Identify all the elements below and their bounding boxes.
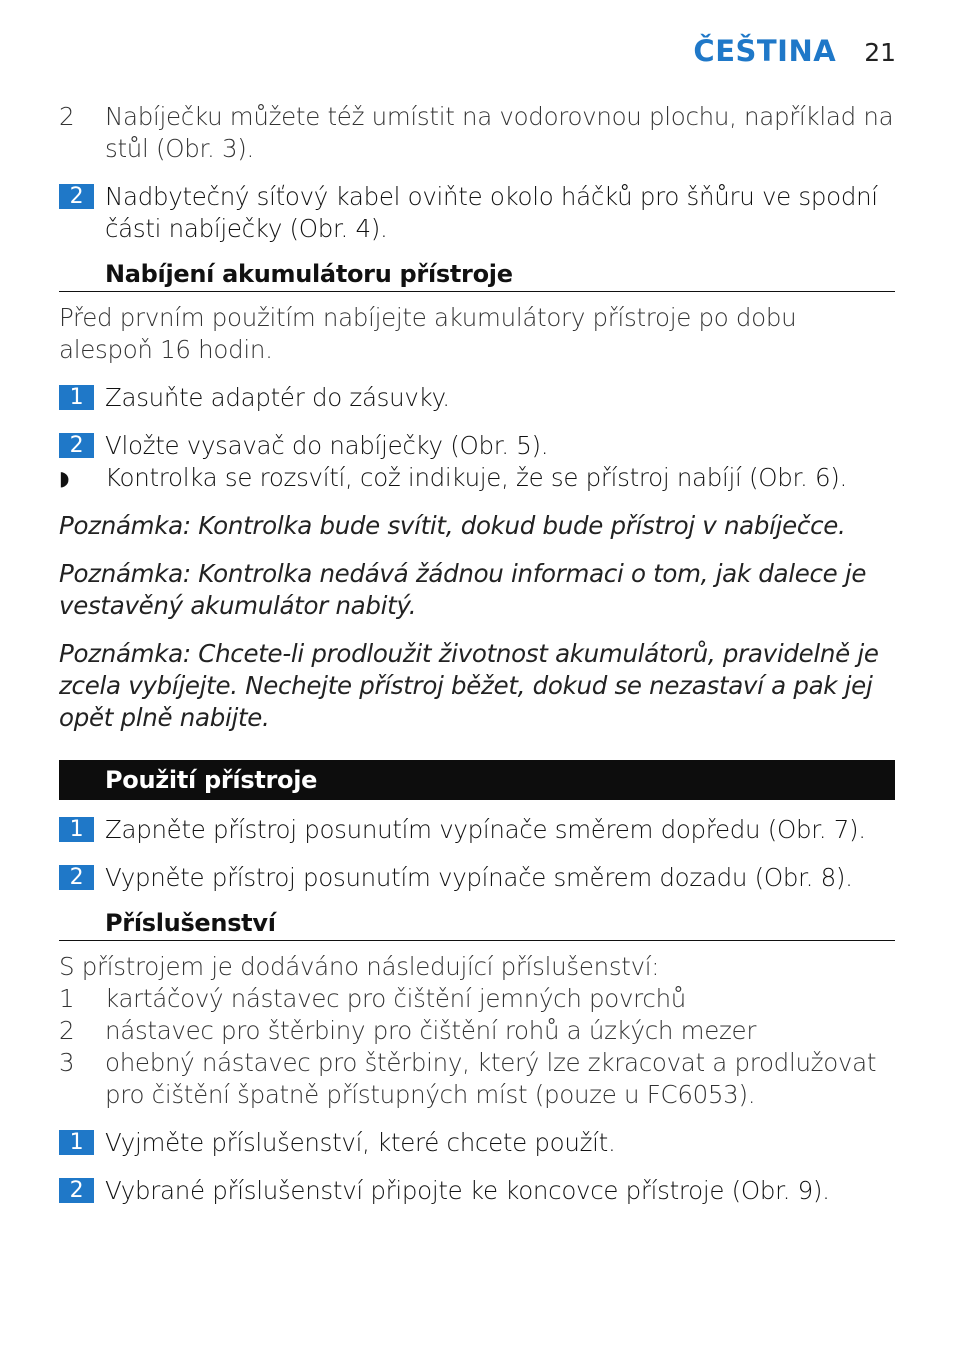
step-item bbox=[59, 430, 895, 462]
list-number: 1 bbox=[59, 984, 75, 1013]
result-text: Kontrolka se rozsvítí, což indikuje, že se přístroj nabíjí (Obr. 6). bbox=[105, 463, 848, 492]
step-text: Vybrané příslušenství připojte ke koncovce přístroje (Obr. 9). bbox=[105, 1176, 830, 1205]
step-text: Zasuňte adaptér do zásuvky. bbox=[105, 383, 450, 412]
step-text: Vyjměte příslušenství, které chcete použít. bbox=[105, 1128, 616, 1157]
arrow-bullet-icon: ◗ bbox=[59, 466, 70, 490]
step-item bbox=[59, 814, 895, 846]
section-bar-usage: Použití přístroje bbox=[59, 760, 895, 800]
note: Poznámka: Kontrolka nedává žádnou informaci o tom, jak dalece je vestavěný akumulátor nabitý. bbox=[59, 559, 867, 620]
note: Poznámka: Kontrolka bude svítit, dokud bude přístroj v nabíječce. bbox=[59, 511, 846, 540]
list-number: 2 bbox=[59, 1016, 75, 1045]
step-number-badge: 2 bbox=[59, 1178, 94, 1203]
list-item bbox=[59, 1047, 895, 1111]
step-text: Zapněte přístroj posunutím vypínače směrem dopředu (Obr. 7). bbox=[105, 815, 866, 844]
list-item bbox=[59, 983, 895, 1015]
list-text: ohebný nástavec pro štěrbiny, který lze zkracovat a prodlužovat pro čištění špatně přístupných míst (pouze u FC6053). bbox=[105, 1048, 877, 1109]
language-title: ČEŠTINA bbox=[693, 34, 837, 68]
step-number-badge: 1 bbox=[59, 1130, 94, 1155]
step-item bbox=[59, 382, 895, 414]
list-item bbox=[59, 101, 895, 165]
list-number: 2 bbox=[59, 102, 75, 131]
note: Poznámka: Chcete-li prodloužit životnost akumulátorů, pravidelně je zcela vybíjejte. Nechejte přístroj běžet, dokud se nezastaví a pak jej opět plně nabijte. bbox=[59, 639, 879, 732]
step-number-badge: 2 bbox=[59, 184, 94, 209]
step-item bbox=[59, 1127, 895, 1159]
step-text: Nadbytečný síťový kabel oviňte okolo háčků pro šňůru ve spodní části nabíječky (Obr. 4). bbox=[105, 182, 878, 243]
step-item bbox=[59, 181, 895, 245]
page-number: 21 bbox=[864, 38, 896, 67]
step-text: Vypněte přístroj posunutím vypínače směrem dozadu (Obr. 8). bbox=[105, 863, 853, 892]
step-number-badge: 2 bbox=[59, 433, 94, 458]
step-number-badge: 1 bbox=[59, 385, 94, 410]
list-item bbox=[59, 1015, 895, 1047]
step-item bbox=[59, 862, 895, 894]
step-text: Vložte vysavač do nabíječky (Obr. 5). bbox=[105, 431, 549, 460]
paragraph-intro-accessories: S přístrojem je dodáváno následující příslušenství: bbox=[59, 952, 660, 981]
list-text: Nabíječku můžete též umístit na vodorovnou plochu, například na stůl (Obr. 3). bbox=[105, 102, 894, 163]
section-heading-charging: Nabíjení akumulátoru přístroje bbox=[59, 259, 895, 292]
list-number: 3 bbox=[59, 1048, 75, 1077]
page-header bbox=[693, 34, 896, 68]
step-number-badge: 1 bbox=[59, 817, 94, 842]
list-text: kartáčový nástavec pro čištění jemných povrchů bbox=[105, 984, 687, 1013]
step-item bbox=[59, 1175, 895, 1207]
list-text: nástavec pro štěrbiny pro čištění rohů a úzkých mezer bbox=[105, 1016, 757, 1045]
page-content bbox=[59, 101, 895, 1207]
result-item bbox=[59, 462, 895, 494]
step-number-badge: 2 bbox=[59, 865, 94, 890]
paragraph-intro-charging: Před prvním použitím nabíjejte akumulátory přístroje po dobu alespoň 16 hodin. bbox=[59, 303, 797, 364]
section-heading-accessories: Příslušenství bbox=[59, 908, 895, 941]
